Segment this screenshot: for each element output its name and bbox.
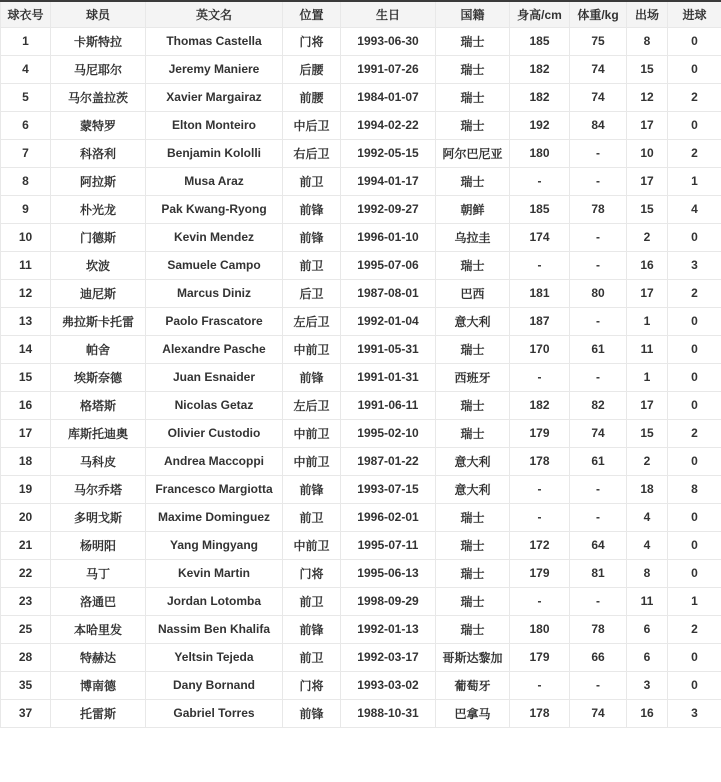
cell-position: 门将 xyxy=(283,671,341,699)
cell-nationality: 瑞士 xyxy=(436,587,510,615)
column-header-weight: 体重/kg xyxy=(570,1,627,27)
cell-nationality: 瑞士 xyxy=(436,335,510,363)
table-row xyxy=(1,699,721,727)
table-row xyxy=(1,251,721,279)
cell-name: 马尔乔塔 xyxy=(51,475,146,503)
cell-en_name: Samuele Campo xyxy=(146,251,283,279)
cell-position: 前卫 xyxy=(283,503,341,531)
cell-number: 15 xyxy=(1,363,51,391)
cell-name: 弗拉斯卡托雷 xyxy=(51,307,146,335)
cell-name: 托雷斯 xyxy=(51,699,146,727)
cell-name: 特赫达 xyxy=(51,643,146,671)
cell-en_name: Musa Araz xyxy=(146,167,283,195)
cell-goals: 2 xyxy=(668,615,721,643)
cell-nationality: 瑞士 xyxy=(436,27,510,55)
cell-position: 后腰 xyxy=(283,55,341,83)
cell-goals: 0 xyxy=(668,671,721,699)
cell-goals: 0 xyxy=(668,447,721,475)
cell-weight: - xyxy=(570,363,627,391)
cell-en_name: Olivier Custodio xyxy=(146,419,283,447)
cell-nationality: 瑞士 xyxy=(436,111,510,139)
cell-goals: 2 xyxy=(668,419,721,447)
cell-en_name: Marcus Diniz xyxy=(146,279,283,307)
cell-name: 杨明阳 xyxy=(51,531,146,559)
cell-en_name: Yeltsin Tejeda xyxy=(146,643,283,671)
cell-name: 阿拉斯 xyxy=(51,167,146,195)
cell-position: 左后卫 xyxy=(283,307,341,335)
table-row xyxy=(1,167,721,195)
table-row xyxy=(1,223,721,251)
cell-weight: 74 xyxy=(570,55,627,83)
table-row xyxy=(1,335,721,363)
cell-nationality: 瑞士 xyxy=(436,55,510,83)
cell-en_name: Yang Mingyang xyxy=(146,531,283,559)
cell-number: 11 xyxy=(1,251,51,279)
cell-name: 本哈里发 xyxy=(51,615,146,643)
cell-goals: 0 xyxy=(668,643,721,671)
cell-birthday: 1991-01-31 xyxy=(341,363,436,391)
cell-weight: - xyxy=(570,223,627,251)
cell-number: 23 xyxy=(1,587,51,615)
cell-goals: 0 xyxy=(668,111,721,139)
cell-name: 洛通巴 xyxy=(51,587,146,615)
cell-name: 格塔斯 xyxy=(51,391,146,419)
cell-nationality: 意大利 xyxy=(436,447,510,475)
cell-en_name: Andrea Maccoppi xyxy=(146,447,283,475)
cell-en_name: Benjamin Kololli xyxy=(146,139,283,167)
cell-number: 9 xyxy=(1,195,51,223)
cell-position: 前卫 xyxy=(283,251,341,279)
table-row xyxy=(1,671,721,699)
cell-height: - xyxy=(510,363,570,391)
table-row xyxy=(1,503,721,531)
table-row xyxy=(1,559,721,587)
cell-en_name: Gabriel Torres xyxy=(146,699,283,727)
cell-weight: 81 xyxy=(570,559,627,587)
cell-position: 前锋 xyxy=(283,615,341,643)
cell-height: 185 xyxy=(510,27,570,55)
cell-goals: 1 xyxy=(668,587,721,615)
cell-name: 博南德 xyxy=(51,671,146,699)
cell-weight: 64 xyxy=(570,531,627,559)
cell-position: 中前卫 xyxy=(283,447,341,475)
cell-number: 17 xyxy=(1,419,51,447)
cell-appearances: 3 xyxy=(627,671,668,699)
cell-en_name: Juan Esnaider xyxy=(146,363,283,391)
cell-nationality: 瑞士 xyxy=(436,167,510,195)
cell-height: 172 xyxy=(510,531,570,559)
cell-en_name: Maxime Dominguez xyxy=(146,503,283,531)
cell-name: 朴光龙 xyxy=(51,195,146,223)
cell-position: 前腰 xyxy=(283,83,341,111)
cell-height: 187 xyxy=(510,307,570,335)
cell-birthday: 1987-01-22 xyxy=(341,447,436,475)
cell-goals: 0 xyxy=(668,503,721,531)
cell-goals: 0 xyxy=(668,559,721,587)
cell-number: 16 xyxy=(1,391,51,419)
cell-goals: 3 xyxy=(668,251,721,279)
table-header-row xyxy=(1,1,721,27)
cell-number: 18 xyxy=(1,447,51,475)
cell-birthday: 1992-03-17 xyxy=(341,643,436,671)
cell-goals: 2 xyxy=(668,83,721,111)
cell-name: 坎波 xyxy=(51,251,146,279)
cell-en_name: Jordan Lotomba xyxy=(146,587,283,615)
cell-weight: 74 xyxy=(570,699,627,727)
cell-height: 174 xyxy=(510,223,570,251)
cell-height: 182 xyxy=(510,55,570,83)
cell-name: 门德斯 xyxy=(51,223,146,251)
cell-position: 左后卫 xyxy=(283,391,341,419)
cell-height: - xyxy=(510,251,570,279)
cell-en_name: Elton Monteiro xyxy=(146,111,283,139)
cell-number: 14 xyxy=(1,335,51,363)
cell-birthday: 1991-07-26 xyxy=(341,55,436,83)
cell-number: 12 xyxy=(1,279,51,307)
cell-height: 185 xyxy=(510,195,570,223)
cell-goals: 1 xyxy=(668,167,721,195)
column-header-goals: 进球 xyxy=(668,1,721,27)
cell-birthday: 1994-02-22 xyxy=(341,111,436,139)
cell-height: 178 xyxy=(510,699,570,727)
cell-height: 180 xyxy=(510,615,570,643)
cell-weight: - xyxy=(570,307,627,335)
cell-nationality: 意大利 xyxy=(436,475,510,503)
cell-goals: 0 xyxy=(668,335,721,363)
table-row xyxy=(1,279,721,307)
table-row xyxy=(1,615,721,643)
cell-number: 10 xyxy=(1,223,51,251)
cell-goals: 0 xyxy=(668,27,721,55)
cell-appearances: 2 xyxy=(627,447,668,475)
column-header-name: 球员 xyxy=(51,1,146,27)
cell-name: 马科皮 xyxy=(51,447,146,475)
cell-birthday: 1987-08-01 xyxy=(341,279,436,307)
cell-birthday: 1992-01-04 xyxy=(341,307,436,335)
table-row xyxy=(1,363,721,391)
cell-birthday: 1992-01-13 xyxy=(341,615,436,643)
cell-appearances: 1 xyxy=(627,363,668,391)
cell-birthday: 1998-09-29 xyxy=(341,587,436,615)
cell-appearances: 10 xyxy=(627,139,668,167)
cell-height: - xyxy=(510,503,570,531)
cell-name: 库斯托迪奥 xyxy=(51,419,146,447)
cell-goals: 2 xyxy=(668,139,721,167)
cell-nationality: 瑞士 xyxy=(436,419,510,447)
cell-goals: 4 xyxy=(668,195,721,223)
cell-number: 6 xyxy=(1,111,51,139)
cell-birthday: 1991-06-11 xyxy=(341,391,436,419)
cell-birthday: 1995-02-10 xyxy=(341,419,436,447)
table-row xyxy=(1,195,721,223)
cell-appearances: 8 xyxy=(627,559,668,587)
cell-appearances: 17 xyxy=(627,279,668,307)
cell-appearances: 11 xyxy=(627,587,668,615)
cell-height: 182 xyxy=(510,391,570,419)
cell-nationality: 瑞士 xyxy=(436,531,510,559)
cell-appearances: 6 xyxy=(627,615,668,643)
table-row xyxy=(1,643,721,671)
table-row xyxy=(1,447,721,475)
cell-en_name: Thomas Castella xyxy=(146,27,283,55)
cell-number: 25 xyxy=(1,615,51,643)
cell-birthday: 1995-07-11 xyxy=(341,531,436,559)
cell-name: 多明戈斯 xyxy=(51,503,146,531)
cell-birthday: 1988-10-31 xyxy=(341,699,436,727)
cell-weight: - xyxy=(570,503,627,531)
cell-weight: 78 xyxy=(570,195,627,223)
cell-number: 8 xyxy=(1,167,51,195)
cell-birthday: 1995-06-13 xyxy=(341,559,436,587)
cell-position: 门将 xyxy=(283,559,341,587)
cell-appearances: 11 xyxy=(627,335,668,363)
cell-birthday: 1996-02-01 xyxy=(341,503,436,531)
cell-goals: 2 xyxy=(668,279,721,307)
cell-goals: 0 xyxy=(668,391,721,419)
cell-en_name: Dany Bornand xyxy=(146,671,283,699)
column-header-height: 身高/cm xyxy=(510,1,570,27)
cell-nationality: 阿尔巴尼亚 xyxy=(436,139,510,167)
cell-nationality: 朝鲜 xyxy=(436,195,510,223)
cell-appearances: 18 xyxy=(627,475,668,503)
cell-appearances: 16 xyxy=(627,251,668,279)
cell-number: 19 xyxy=(1,475,51,503)
cell-appearances: 4 xyxy=(627,531,668,559)
cell-number: 21 xyxy=(1,531,51,559)
cell-en_name: Alexandre Pasche xyxy=(146,335,283,363)
cell-goals: 0 xyxy=(668,307,721,335)
cell-appearances: 17 xyxy=(627,111,668,139)
cell-birthday: 1991-05-31 xyxy=(341,335,436,363)
cell-name: 马尼耶尔 xyxy=(51,55,146,83)
cell-appearances: 15 xyxy=(627,195,668,223)
cell-weight: 78 xyxy=(570,615,627,643)
cell-nationality: 乌拉圭 xyxy=(436,223,510,251)
cell-number: 22 xyxy=(1,559,51,587)
table-row xyxy=(1,391,721,419)
cell-nationality: 意大利 xyxy=(436,307,510,335)
table-row xyxy=(1,307,721,335)
cell-name: 埃斯奈德 xyxy=(51,363,146,391)
cell-height: - xyxy=(510,167,570,195)
cell-height: 192 xyxy=(510,111,570,139)
cell-nationality: 巴西 xyxy=(436,279,510,307)
cell-weight: - xyxy=(570,139,627,167)
cell-nationality: 瑞士 xyxy=(436,83,510,111)
cell-appearances: 15 xyxy=(627,419,668,447)
cell-name: 迪尼斯 xyxy=(51,279,146,307)
cell-height: 178 xyxy=(510,447,570,475)
cell-appearances: 4 xyxy=(627,503,668,531)
cell-weight: - xyxy=(570,475,627,503)
cell-number: 28 xyxy=(1,643,51,671)
cell-weight: 82 xyxy=(570,391,627,419)
column-header-number: 球衣号 xyxy=(1,1,51,27)
cell-nationality: 葡萄牙 xyxy=(436,671,510,699)
cell-appearances: 17 xyxy=(627,391,668,419)
cell-position: 中后卫 xyxy=(283,111,341,139)
cell-number: 5 xyxy=(1,83,51,111)
cell-appearances: 2 xyxy=(627,223,668,251)
cell-name: 马丁 xyxy=(51,559,146,587)
cell-nationality: 瑞士 xyxy=(436,391,510,419)
cell-en_name: Kevin Martin xyxy=(146,559,283,587)
cell-en_name: Kevin Mendez xyxy=(146,223,283,251)
cell-goals: 0 xyxy=(668,223,721,251)
cell-weight: - xyxy=(570,587,627,615)
table-row xyxy=(1,111,721,139)
cell-number: 37 xyxy=(1,699,51,727)
cell-goals: 0 xyxy=(668,531,721,559)
cell-height: 179 xyxy=(510,419,570,447)
cell-position: 前锋 xyxy=(283,475,341,503)
cell-number: 13 xyxy=(1,307,51,335)
cell-height: 179 xyxy=(510,643,570,671)
cell-birthday: 1992-05-15 xyxy=(341,139,436,167)
cell-appearances: 8 xyxy=(627,27,668,55)
cell-nationality: 瑞士 xyxy=(436,503,510,531)
cell-weight: 66 xyxy=(570,643,627,671)
cell-height: - xyxy=(510,671,570,699)
cell-name: 蒙特罗 xyxy=(51,111,146,139)
table-row xyxy=(1,139,721,167)
cell-number: 7 xyxy=(1,139,51,167)
cell-height: 170 xyxy=(510,335,570,363)
table-row xyxy=(1,27,721,55)
cell-birthday: 1984-01-07 xyxy=(341,83,436,111)
cell-number: 35 xyxy=(1,671,51,699)
cell-nationality: 哥斯达黎加 xyxy=(436,643,510,671)
cell-position: 前锋 xyxy=(283,699,341,727)
cell-position: 前卫 xyxy=(283,587,341,615)
cell-weight: 75 xyxy=(570,27,627,55)
cell-nationality: 瑞士 xyxy=(436,559,510,587)
cell-position: 前锋 xyxy=(283,223,341,251)
cell-height: 181 xyxy=(510,279,570,307)
cell-appearances: 15 xyxy=(627,55,668,83)
table-row xyxy=(1,475,721,503)
cell-nationality: 巴拿马 xyxy=(436,699,510,727)
cell-birthday: 1996-01-10 xyxy=(341,223,436,251)
cell-name: 马尔盖拉茨 xyxy=(51,83,146,111)
cell-birthday: 1993-03-02 xyxy=(341,671,436,699)
cell-appearances: 17 xyxy=(627,167,668,195)
cell-height: 180 xyxy=(510,139,570,167)
cell-position: 前锋 xyxy=(283,363,341,391)
cell-weight: - xyxy=(570,671,627,699)
column-header-nationality: 国籍 xyxy=(436,1,510,27)
cell-goals: 0 xyxy=(668,363,721,391)
cell-name: 卡斯特拉 xyxy=(51,27,146,55)
cell-number: 20 xyxy=(1,503,51,531)
cell-en_name: Francesco Margiotta xyxy=(146,475,283,503)
table-row xyxy=(1,419,721,447)
cell-en_name: Xavier Margairaz xyxy=(146,83,283,111)
cell-position: 前卫 xyxy=(283,167,341,195)
cell-appearances: 6 xyxy=(627,643,668,671)
cell-appearances: 12 xyxy=(627,83,668,111)
cell-height: 179 xyxy=(510,559,570,587)
cell-weight: 84 xyxy=(570,111,627,139)
cell-weight: - xyxy=(570,167,627,195)
table-row xyxy=(1,587,721,615)
cell-weight: 61 xyxy=(570,335,627,363)
cell-goals: 3 xyxy=(668,699,721,727)
cell-birthday: 1992-09-27 xyxy=(341,195,436,223)
cell-weight: 74 xyxy=(570,419,627,447)
cell-birthday: 1994-01-17 xyxy=(341,167,436,195)
cell-name: 帕舍 xyxy=(51,335,146,363)
cell-en_name: Nicolas Getaz xyxy=(146,391,283,419)
cell-position: 前卫 xyxy=(283,643,341,671)
cell-position: 中前卫 xyxy=(283,335,341,363)
cell-number: 1 xyxy=(1,27,51,55)
cell-height: - xyxy=(510,475,570,503)
cell-nationality: 瑞士 xyxy=(436,251,510,279)
cell-en_name: Paolo Frascatore xyxy=(146,307,283,335)
cell-name: 科洛利 xyxy=(51,139,146,167)
cell-position: 右后卫 xyxy=(283,139,341,167)
cell-weight: 61 xyxy=(570,447,627,475)
cell-en_name: Pak Kwang-Ryong xyxy=(146,195,283,223)
cell-nationality: 瑞士 xyxy=(436,615,510,643)
cell-height: 182 xyxy=(510,83,570,111)
cell-position: 中前卫 xyxy=(283,419,341,447)
cell-appearances: 16 xyxy=(627,699,668,727)
cell-appearances: 1 xyxy=(627,307,668,335)
cell-birthday: 1993-06-30 xyxy=(341,27,436,55)
table-row xyxy=(1,531,721,559)
cell-weight: 80 xyxy=(570,279,627,307)
cell-goals: 0 xyxy=(668,55,721,83)
cell-position: 中前卫 xyxy=(283,531,341,559)
cell-nationality: 西班牙 xyxy=(436,363,510,391)
cell-weight: 74 xyxy=(570,83,627,111)
column-header-birthday: 生日 xyxy=(341,1,436,27)
cell-number: 4 xyxy=(1,55,51,83)
cell-en_name: Jeremy Maniere xyxy=(146,55,283,83)
table-row xyxy=(1,55,721,83)
cell-position: 前锋 xyxy=(283,195,341,223)
column-header-appearances: 出场 xyxy=(627,1,668,27)
cell-en_name: Nassim Ben Khalifa xyxy=(146,615,283,643)
table-row xyxy=(1,83,721,111)
cell-height: - xyxy=(510,587,570,615)
cell-weight: - xyxy=(570,251,627,279)
cell-position: 后卫 xyxy=(283,279,341,307)
cell-goals: 8 xyxy=(668,475,721,503)
column-header-en_name: 英文名 xyxy=(146,1,283,27)
cell-birthday: 1993-07-15 xyxy=(341,475,436,503)
column-header-position: 位置 xyxy=(283,1,341,27)
cell-position: 门将 xyxy=(283,27,341,55)
cell-birthday: 1995-07-06 xyxy=(341,251,436,279)
